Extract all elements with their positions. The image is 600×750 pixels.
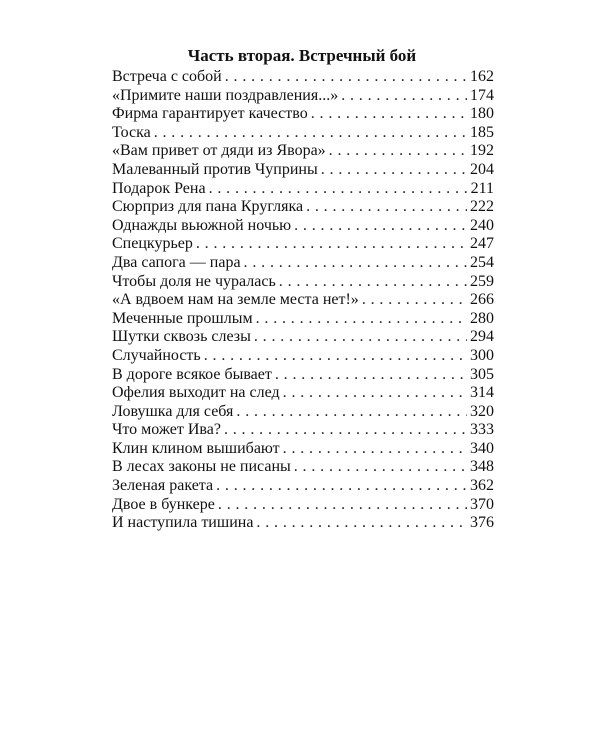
toc-entry-page: 211 — [470, 179, 494, 197]
dot-leader — [294, 217, 467, 236]
toc-entry-page: 280 — [470, 309, 494, 327]
dot-leader — [341, 87, 467, 106]
toc-entry-title: Спецкурьер — [112, 235, 193, 253]
toc-entry-page: 376 — [470, 514, 494, 532]
toc-entry-page: 314 — [470, 384, 494, 402]
toc-entry-page: 370 — [470, 495, 494, 513]
toc-entry-page: 247 — [470, 235, 494, 253]
dot-leader — [204, 347, 467, 366]
toc-entry — [112, 254, 494, 273]
toc-entry-title: Чтобы доля не чуралась — [112, 272, 276, 290]
toc-entry-title: Меченные прошлым — [112, 309, 253, 327]
toc-entry-title: Однажды вьюжной ночью — [112, 216, 292, 234]
dot-leader — [306, 198, 467, 217]
toc-entry-page: 174 — [470, 86, 494, 104]
toc-entry-page: 300 — [470, 346, 494, 364]
toc-entry — [112, 328, 494, 347]
toc-entry-page: 240 — [470, 216, 494, 234]
toc-entry-title: Сюрприз для пана Кругляка — [112, 198, 304, 216]
toc-entry — [112, 105, 494, 124]
toc-entry-page: 222 — [470, 198, 494, 216]
dot-leader — [294, 458, 467, 477]
dot-leader — [256, 514, 467, 533]
toc-entry-page: 192 — [470, 142, 494, 160]
section-title: Часть вторая. Встречный бой — [187, 46, 417, 65]
dot-leader — [196, 235, 467, 254]
toc-entry-title: Двое в бункере — [112, 495, 215, 513]
dot-leader — [311, 105, 467, 124]
toc-entry-page: 180 — [470, 105, 494, 123]
toc-entry — [112, 198, 494, 217]
table-of-contents — [112, 68, 494, 533]
toc-entry-title: В дороге всякое бывает — [112, 365, 272, 383]
toc-entry — [112, 87, 494, 106]
toc-entry-title: Встреча с собой — [112, 68, 222, 85]
toc-entry-title: Зеленая ракета — [112, 477, 214, 495]
dot-leader — [279, 273, 467, 292]
toc-entry — [112, 403, 494, 422]
dot-leader — [244, 254, 467, 273]
dot-leader — [283, 440, 467, 459]
dot-leader — [256, 310, 467, 329]
dot-leader — [329, 142, 467, 161]
toc-entry-page: 254 — [470, 253, 494, 271]
toc-entry — [112, 273, 494, 292]
toc-entry-page: 294 — [470, 328, 494, 346]
toc-entry-page: 162 — [470, 68, 494, 85]
toc-entry-title: «Примите наши поздравления...» — [112, 86, 339, 104]
toc-entry-page: 185 — [470, 123, 494, 141]
toc-entry — [112, 496, 494, 515]
toc-entry-page: 333 — [470, 421, 494, 439]
toc-entry-title: Малеванный против Чуприны — [112, 160, 318, 178]
toc-entry — [112, 142, 494, 161]
toc-entry — [112, 217, 494, 236]
dot-leader — [283, 384, 467, 403]
toc-entry-page: 259 — [470, 272, 494, 290]
toc-entry — [112, 180, 494, 199]
toc-entry-title: Два сапога — пара — [112, 253, 241, 271]
toc-entry-title: Что может Ива? — [112, 421, 221, 439]
dot-leader — [224, 421, 467, 440]
toc-entry-title: В лесах законы не писаны — [112, 458, 291, 476]
toc-entry-title: Случайность — [112, 346, 201, 364]
dot-leader — [275, 366, 467, 385]
toc-entry-title: Офелия выходит на след — [112, 384, 280, 402]
toc-entry — [112, 384, 494, 403]
toc-entry-title: Шутки сквозь слезы — [112, 328, 251, 346]
toc-entry — [112, 124, 494, 143]
toc-entry-title: И наступила тишина — [112, 514, 254, 532]
toc-entry-title: Фирма гарантирует качество — [112, 105, 308, 123]
toc-entry-title: Клин клином вышибают — [112, 439, 280, 457]
toc-entry — [112, 477, 494, 496]
toc-entry-page: 362 — [470, 477, 494, 495]
dot-leader — [209, 180, 468, 199]
dot-leader — [216, 477, 467, 496]
dot-leader — [254, 328, 467, 347]
toc-entry — [112, 514, 494, 533]
toc-entry-title: Ловушка для себя — [112, 402, 234, 420]
toc-entry-title: «А вдвоем нам на земле места нет!» — [112, 291, 359, 309]
dot-leader — [225, 68, 467, 87]
toc-entry — [112, 440, 494, 459]
toc-entry-page: 320 — [470, 402, 494, 420]
toc-entry-title: Тоска — [112, 123, 151, 141]
toc-entry — [112, 347, 494, 366]
dot-leader — [218, 496, 467, 515]
toc-entry-page: 305 — [470, 365, 494, 383]
toc-entry — [112, 421, 494, 440]
toc-entry — [112, 366, 494, 385]
toc-entry-page: 340 — [470, 439, 494, 457]
toc-entry-page: 348 — [470, 458, 494, 476]
toc-entry — [112, 310, 494, 329]
toc-entry-page: 204 — [470, 160, 494, 178]
dot-leader — [236, 403, 467, 422]
toc-entry-title: Подарок Рена — [112, 179, 206, 197]
toc-entry — [112, 68, 494, 87]
toc-entry — [112, 458, 494, 477]
toc-entry — [112, 161, 494, 180]
dot-leader — [154, 124, 467, 143]
toc-entry-title: «Вам привет от дяди из Явора» — [112, 142, 326, 160]
toc-entry-page: 266 — [470, 291, 494, 309]
toc-entry — [112, 291, 494, 310]
toc-entry — [112, 235, 494, 254]
dot-leader — [321, 161, 467, 180]
dot-leader — [362, 291, 467, 310]
